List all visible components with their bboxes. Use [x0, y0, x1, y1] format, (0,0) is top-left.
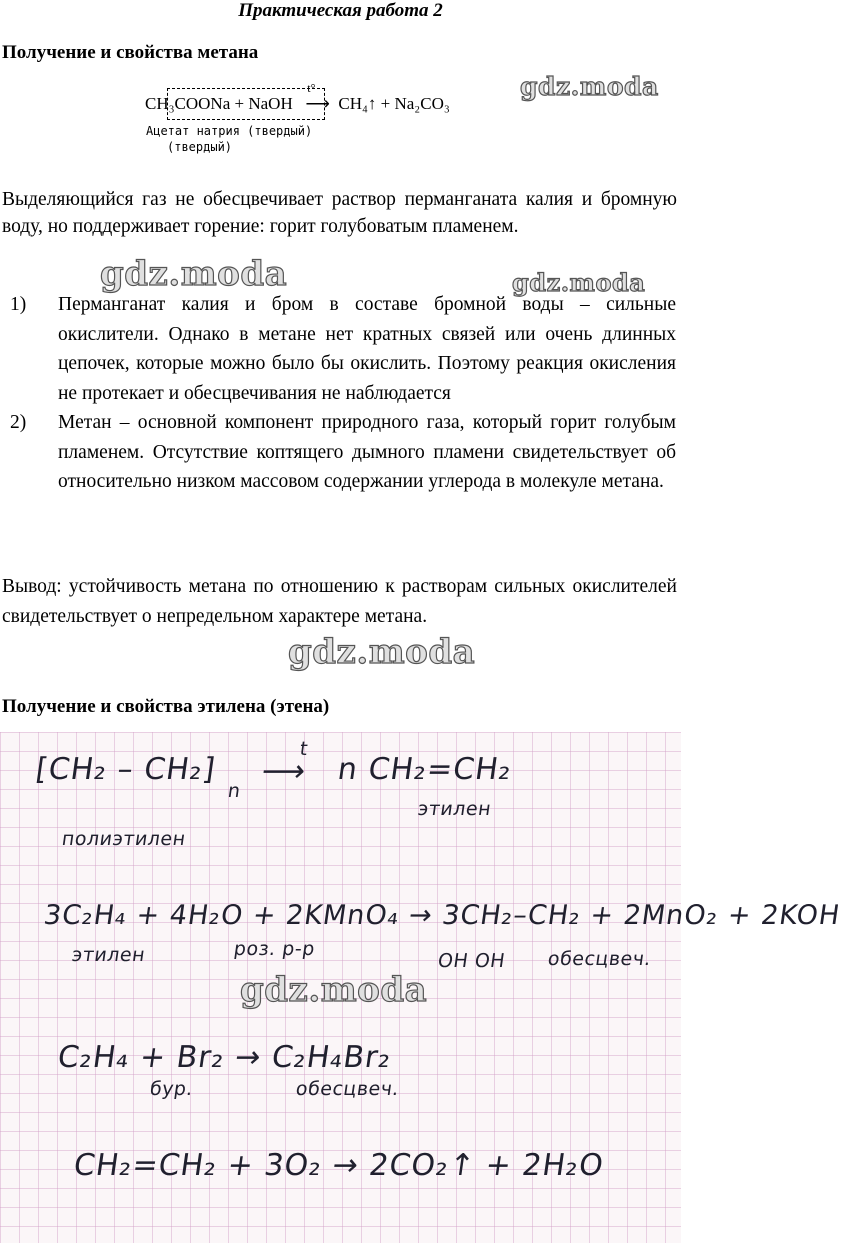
list-item-number: 1) — [10, 294, 27, 315]
hw-arrow-1: ⟶ — [259, 754, 309, 789]
hw-bromine-reaction: C₂H₄ + Br₂ → C₂H₄Br₂ — [55, 1040, 394, 1075]
hw-polymer-formula: [CH₂ – CH₂] — [33, 752, 219, 787]
hw-polymer-index: n — [226, 780, 243, 802]
hw-label-decolor-2: обесцвеч. — [294, 1078, 401, 1100]
hw-label-brown: бур. — [148, 1078, 195, 1100]
hw-ethylene-formula: n CH₂=CH₂ — [335, 752, 515, 787]
methane-conclusion: Вывод: устойчивость метана по отношению к растворам сильных окислителей свидетельствует о непредельном характере метана. — [2, 576, 677, 627]
equation-condition: t° — [307, 81, 316, 95]
equation-arrow: t° ⟶ — [305, 81, 330, 113]
equation-caption-solid: (твердый) — [167, 140, 233, 154]
page-title: Практическая работа 2 — [238, 0, 443, 21]
equation-right: CH₄↑ + Na₂CO₃ — [338, 94, 450, 113]
list-item-text: Метан – основной компонент природного газа, который горит голубым пламенем. Отсутствие коптящего дымного пламени свидетельствует об относительно низком массовом содержании углерода в молекуле метана. — [58, 412, 676, 492]
hw-label-polyethylene: полиэтилен — [60, 828, 188, 850]
hw-combustion-reaction: CH₂=CH₂ + 3O₂ → 2CO₂↑ + 2H₂O — [71, 1148, 607, 1183]
watermark-logo: gdz.moda — [512, 268, 646, 297]
hw-label-decolor-1: обесцвеч. — [546, 948, 653, 970]
methane-reasons-list — [10, 290, 676, 497]
hw-label-ethylene-1: этилен — [416, 798, 493, 820]
equation-left: CH₃COONa + NaOH — [145, 94, 293, 113]
hw-label-solution: роз. р-р — [232, 938, 317, 960]
watermark-logo: gdz.moda — [288, 632, 476, 672]
equation-caption-acetate: Ацетат натрия (твердый) — [146, 124, 313, 138]
watermark-logo: gdz.moda — [240, 970, 428, 1010]
section-heading-ethylene: Получение и свойства этилена (этена) — [2, 696, 330, 717]
hw-kmno4-reaction: 3C₂H₄ + 4H₂O + 2KMnO₄ → 3CH₂–CH₂ + 2MnO₂ + 2KOH — [41, 900, 842, 931]
list-item-number: 2) — [10, 412, 27, 433]
hw-label-ethylene-2: этилен — [70, 944, 147, 966]
methane-equation — [145, 81, 450, 114]
watermark-logo: gdz.moda — [100, 254, 288, 294]
hw-label-oh: OH OH — [436, 950, 507, 972]
watermark-logo: gdz.moda — [520, 72, 659, 101]
section-heading-methane: Получение и свойства метана — [2, 42, 259, 63]
hw-heat-condition: t — [298, 738, 310, 760]
list-item — [10, 290, 676, 408]
methane-paragraph: Выделяющийся газ не обесцвечивает раствор перманганата калия и бромную воду, но поддерживает горение: горит голубоватым пламенем. — [2, 189, 677, 237]
list-item — [10, 408, 676, 497]
list-item-text: Перманганат калия и бром в составе бромной воды – сильные окислители. Однако в метане нет кратных связей или очень длинных цепочек, которые можно было бы окислить. Поэтому реакция окисления не протекает и обесцвечивания не наблюдается — [58, 294, 676, 404]
